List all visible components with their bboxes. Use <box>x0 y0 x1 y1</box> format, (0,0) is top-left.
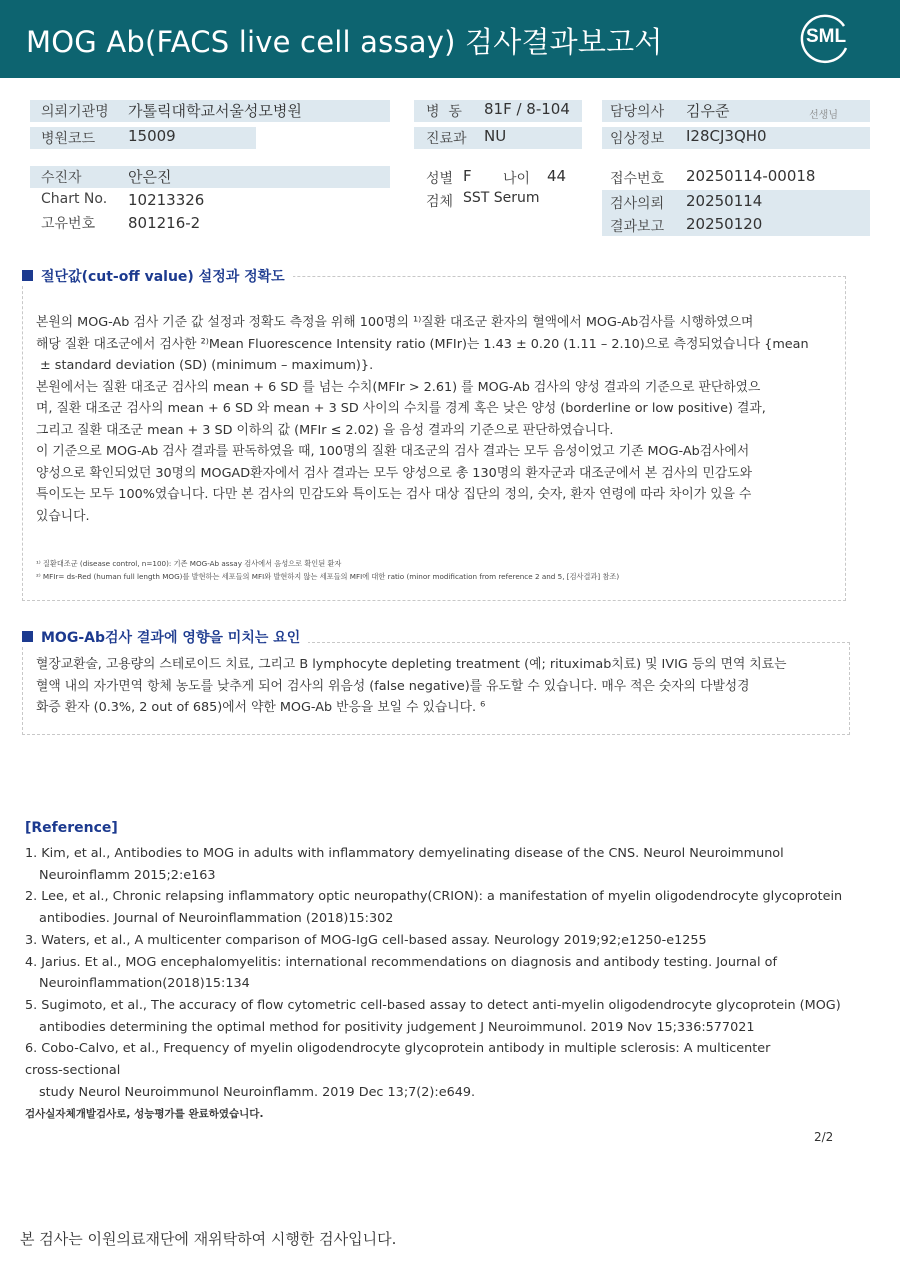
receipt-value: 20250114-00018 <box>686 167 816 185</box>
reference-title: [Reference] <box>25 820 118 836</box>
receipt-label: 접수번호 <box>610 171 665 187</box>
reference-list <box>25 843 845 1103</box>
cutoff-line: 본원의 MOG-Ab 검사 기준 값 설정과 정확도 측정을 위해 100명의 ¹⁾질환 대조군 환자의 혈액에서 MOG-Ab검사를 시행하였으며 <box>36 315 754 330</box>
cutoff-line: 그리고 질환 대조군 mean + 3 SD 이하의 값 (MFIr ≤ 2.02) 을 음성 결과의 기준으로 판단하였습니다. <box>36 422 614 438</box>
factors-title-text: MOG-Ab검사 결과에 영향을 미치는 요인 <box>41 630 301 646</box>
hospital-code-label: 병원코드 <box>41 131 96 147</box>
specimen-value: SST Serum <box>463 190 540 206</box>
doctor-suffix: 선생님 <box>809 110 838 121</box>
reference-item: 5. Sugimoto, et al., The accuracy of flow cytometric cell-based assay to detect anti-myelin oligodendrocyte glycoprotein (MOG) <box>25 997 841 1013</box>
report-header <box>0 0 900 78</box>
ward-label: 병 동 <box>426 104 462 120</box>
reference-item: 3. Waters, et al., A multicenter comparison of MOG-IgG cell-based assay. Neurology 2019;92;e1250-e1255 <box>25 932 707 948</box>
page-number: 2/2 <box>814 1130 834 1144</box>
report-value: 20250120 <box>686 215 763 233</box>
factors-line: 혈장교환술, 고용량의 스테로이드 치료, 그리고 B lymphocyte depleting treatment (예; rituximab치료) 및 IVIG 등의 면역 치료는 <box>36 657 787 672</box>
chart-label: Chart No. <box>41 191 108 207</box>
doctor-value: 김우준 <box>686 102 730 120</box>
section-bullet-icon <box>22 270 33 281</box>
reference-item: antibodies determining the optimal method for positivity judgement J Neuroimmunol. 2019 Nov 15;336:577021 <box>39 1019 755 1035</box>
cutoff-line: 이 기준으로 MOG-Ab 검사 결과를 판독하였을 때, 100명의 질환 대조군의 검사 결과는 모두 음성이었고 기존 MOG-Ab검사에서 <box>36 444 750 459</box>
request-value: 20250114 <box>686 192 763 210</box>
age-value: 44 <box>547 167 567 185</box>
reference-item: cross-sectional <box>25 1063 121 1079</box>
report-title: MOG Ab(FACS live cell assay) 검사결과보고서 <box>26 25 663 59</box>
dept-label: 진료과 <box>426 131 467 147</box>
institution-label: 의뢰기관명 <box>41 104 109 120</box>
cutoff-title-text: 절단값(cut-off value) 설정과 정확도 <box>41 269 285 285</box>
cutoff-line: 며, 질환 대조군 검사의 mean + 6 SD 와 mean + 3 SD 사이의 수치를 경계 혹은 낮은 양성 (borderline or low positive) 결과, <box>36 401 766 416</box>
clinical-value: I28CJ3QH0 <box>686 127 767 145</box>
examinee-label: 수진자 <box>41 170 82 186</box>
footer-note: 본 검사는 이원의료재단에 재위탁하여 시행한 검사입니다. <box>20 1230 397 1248</box>
sex-value: F <box>463 167 472 185</box>
sml-logo <box>800 12 852 64</box>
factors-line: 화증 환자 (0.3%, 2 out of 685)에서 약한 MOG-Ab 반응을 보일 수 있습니다. ⁶ <box>36 700 486 715</box>
cutoff-section-title <box>22 266 293 286</box>
factors-section-title <box>22 627 308 647</box>
cutoff-line: 해당 질환 대조군에서 검사한 ²⁾Mean Fluorescence Intensity ratio (MFIr)는 1.43 ± 0.20 (1.11 – 2.10)으로 측정되었습니다 {mean <box>36 336 809 352</box>
cutoff-line: ± standard deviation (SD) (minimum – maximum)}. <box>40 358 374 373</box>
cutoff-line: 있습니다. <box>36 508 90 524</box>
footnote-2: ²⁾ MFIr= ds-Red (human full length MOG)를 발현하는 세포들의 MFI와 발현하지 않는 세포들의 MFI에 대한 ratio (minor modification from reference 2 and 5, [검사결과] 참조) <box>36 572 620 581</box>
cutoff-line: 양성으로 확인되었던 30명의 MOGAD환자에서 검사 결과는 모두 양성으로 총 130명의 환자군과 대조군에서 본 검사의 민감도와 <box>36 465 752 481</box>
reference-item: study Neurol Neuroimmunol Neuroinflamm. 2019 Dec 13;7(2):e649. <box>39 1084 476 1100</box>
examinee-bar <box>30 166 390 188</box>
section-bullet-icon <box>22 631 33 642</box>
reference-item: 2. Lee, et al., Chronic relapsing inflammatory optic neuropathy(CRION): a manifestation of myelin oligodendrocyte glycoprotein <box>25 889 843 905</box>
dept-value: NU <box>484 127 507 145</box>
validation-note: 검사실자체개발검사로, 성능평가를 완료하였습니다. <box>25 1108 264 1120</box>
cutoff-line: 본원에서는 질환 대조군 검사의 mean + 6 SD 를 넘는 수치(MFIr > 2.61) 를 MOG-Ab 검사의 양성 결과의 기준으로 판단하였으 <box>36 379 761 395</box>
reference-item: 1. Kim, et al., Antibodies to MOG in adults with inflammatory demyelinating disease of the CNS. Neurol Neuroimmunol <box>25 846 784 861</box>
reference-item: Neuroinflammation(2018)15:134 <box>39 976 250 992</box>
clinical-label: 임상정보 <box>610 131 665 147</box>
sex-label: 성별 <box>426 171 454 187</box>
factors-line: 혈액 내의 자가면역 항체 농도를 낮추게 되어 검사의 위음성 (false negative)를 유도할 수 있습니다. 매우 적은 숫자의 다발성경 <box>36 678 750 694</box>
unique-label: 고유번호 <box>41 216 96 232</box>
reference-item: 4. Jarius. Et al., MOG encephalomyelitis: international recommendations on diagnosis and antibody testing. Journal of <box>25 954 777 970</box>
unique-value: 801216-2 <box>128 214 201 232</box>
hospital-code-value: 15009 <box>128 127 176 145</box>
request-label: 검사의뢰 <box>610 196 665 212</box>
report-label: 결과보고 <box>610 219 665 235</box>
chart-value: 10213326 <box>128 191 205 209</box>
examinee-value: 안은진 <box>128 168 172 186</box>
doctor-label: 담당의사 <box>610 104 665 120</box>
factors-paragraph <box>36 654 836 719</box>
reference-item: antibodies. Journal of Neuroinflammation (2018)15:302 <box>39 911 394 927</box>
reference-item: 6. Cobo-Calvo, et al., Frequency of myelin oligodendrocyte glycoprotein antibody in multiple sclerosis: A multicenter <box>25 1041 771 1057</box>
logo-text: SML <box>805 26 847 47</box>
specimen-label: 검체 <box>426 194 454 210</box>
ward-value: 81F / 8-104 <box>484 100 570 118</box>
reference-item: Neuroinflamm 2015;2:e163 <box>39 867 216 883</box>
cutoff-paragraph <box>36 312 836 527</box>
footnote-1: ¹⁾ 질환대조군 (disease control, n=100): 기존 MOG-Ab assay 검사에서 음성으로 확인된 환자 <box>36 559 342 568</box>
cutoff-line: 특이도는 모두 100%였습니다. 다만 본 검사의 민감도와 특이도는 검사 대상 집단의 정의, 숫자, 환자 연령에 따라 차이가 있을 수 <box>36 487 752 502</box>
institution-value: 가톨릭대학교서울성모병원 <box>128 102 302 120</box>
age-label: 나이 <box>503 171 531 187</box>
